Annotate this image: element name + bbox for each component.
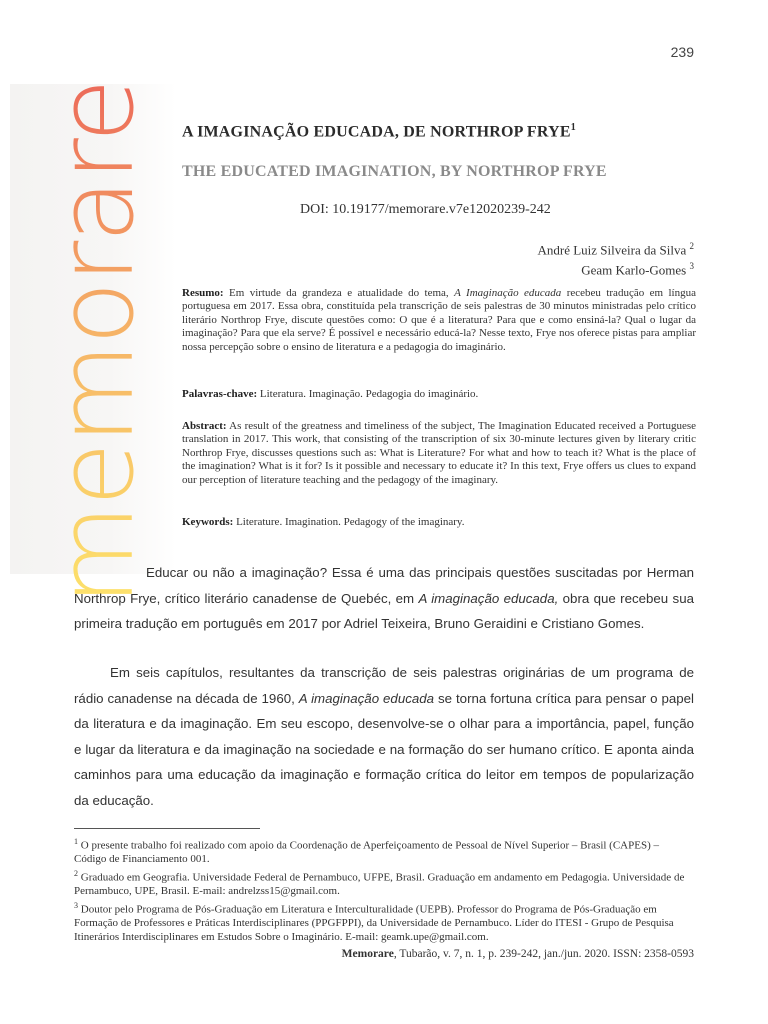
footnote-3-text: Doutor pelo Programa de Pós-Graduação em Literatura e Interculturalidade (UEPB). Professor do Programa de Pós-Graduação em Formação de Professores e Práticas Interdisciplinares (PPGFPPI), da Universidade de Pernambuco. Líder do ITESI - Grupo de Pesquisa Itinerários Interdisciplinares em Estudos Sobre o Imaginário. E-mail: geamk.upe@gmail.com. <box>74 903 674 944</box>
doi-link[interactable]: DOI: 10.19177/memorare.v7e12020239-242 <box>300 202 551 217</box>
author-2-footnote-ref[interactable]: 3 <box>689 261 694 272</box>
footer-citation <box>342 948 694 960</box>
resumo-label: Resumo: <box>182 287 224 299</box>
keywords-paragraph <box>182 516 696 529</box>
article-title-english: THE EDUCATED IMAGINATION, BY NORTHROP FRYE <box>182 163 607 180</box>
footnote-1 <box>74 835 694 867</box>
palavras-chave-label: Palavras-chave: <box>182 388 258 400</box>
footer-journal-name: Memorare <box>341 948 394 960</box>
body-paragraph-2 <box>74 660 694 814</box>
memorare-logo: memorare <box>35 80 157 606</box>
resumo-text-2: recebeu tradução em língua portuguesa em 2017. Essa obra, constituída pela transcrição de seis palestras de 30 minutos ministradas pelo crítico literário Northrop Frye, discute questões como: O que é a literatura? Para que e como ensiná-la? Qual o lugar da imaginação? Para que ela serve? É possível e necessário educá-la? Nesse texto, Frye nos oferece pistas para ampliar nossa percepção sobre o ensino de literatura e a pedagogia do imaginário. <box>182 287 696 353</box>
footnote-3 <box>74 899 694 945</box>
body-p2-text-1: Em seis capítulos, resultantes da transcrição de seis palestras originárias de um programa de rádio canadense na década de 1960, <box>74 665 694 706</box>
author-2 <box>538 258 695 278</box>
resumo-paragraph <box>182 287 696 354</box>
body-p2-text-2: se torna fortuna crítica para pensar o papel da literatura e da imaginação. Em seu escopo, desenvolve-se o olhar para a importância, papel, função e lugar da literatura e da imaginação na sociedade e na formação do ser humano crítico. E aponta ainda caminhos para uma educação da imaginação e formação crítica do leitor em tempos de popularização da educação. <box>74 690 694 808</box>
abstract-label: Abstract: <box>182 420 227 432</box>
body-p1-text-2: obra que recebeu sua primeira tradução em português em 2017 por Adriel Teixeira, Bruno Geraidini e Cristiano Gomes. <box>74 590 694 632</box>
resumo-text-1: Em virtude da grandeza e atualidade do tema, <box>223 287 455 299</box>
body-p2-italic: A imaginação educada <box>298 690 435 706</box>
title-footnote-ref[interactable]: 1 <box>570 122 576 133</box>
footnote-3-number: 3 <box>74 901 78 911</box>
footnote-2-text: Graduado em Geografia. Universidade Federal de Pernambuco, UFPE, Brasil. Graduação em andamento em Pedagogia. Universidade de Pernambuco, UPE, Brasil. E-mail: andrelzss15@gmail.com. <box>74 871 685 898</box>
keywords-label: Keywords: <box>182 516 234 528</box>
palavras-chave-paragraph <box>182 388 696 401</box>
author-2-name: Geam Karlo-Gomes <box>581 262 687 278</box>
body-paragraph-1 <box>74 560 694 637</box>
footer-citation-text: , Tubarão, v. 7, n. 1, p. 239-242, jan./jun. 2020. ISSN: 2358-0593 <box>393 948 694 960</box>
author-1-footnote-ref[interactable]: 2 <box>689 241 694 251</box>
author-list <box>538 238 695 279</box>
article-title-text: A IMAGINAÇÃO EDUCADA, DE NORTHROP FRYE <box>182 123 571 141</box>
footnote-divider <box>74 828 260 829</box>
footnote-1-number: 1 <box>74 837 78 846</box>
footnote-2 <box>74 867 694 899</box>
abstract-text: As result of the greatness and timeliness of the subject, The Imagination Educated received a Portuguese translation in 2017. This work, that consisting of the transcription of six 30-minute lectures given by literary critic Northrop Frye, discusses questions such as: What is Literature? For what and how to teach it? What is the place of the imagination? What is it for? Is it possible and necessary to educate it? In this text, Frye offers us clues to expand our perception of literature teaching and the pedagogy of the imaginary. <box>182 420 696 486</box>
article-title <box>182 122 576 141</box>
footnote-2-number: 2 <box>74 869 78 879</box>
palavras-chave-text: Literatura. Imaginação. Pedagogia do imaginário. <box>257 388 479 400</box>
author-1 <box>538 238 695 258</box>
resumo-italic-title: A Imaginação educada <box>454 287 562 299</box>
body-p1-text-1: Educar ou não a imaginação? Essa é uma das principais questões suscitadas por Herman Northrop Frye, crítico literário canadense de Quebéc, em <box>74 565 694 606</box>
footnote-1-text: O presente trabalho foi realizado com apoio da Coordenação de Aperfeiçoamento de Pessoal de Nível Superior – Brasil (CAPES) – Código de Financiamento 001. <box>74 839 659 866</box>
footnotes <box>74 835 694 945</box>
body-p1-italic: A imaginação educada, <box>418 590 559 606</box>
author-1-name: André Luiz Silveira da Silva <box>537 242 687 258</box>
keywords-text: Literature. Imagination. Pedagogy of the imaginary. <box>233 516 465 528</box>
page-number: 239 <box>670 44 694 60</box>
abstract-paragraph <box>182 420 696 487</box>
